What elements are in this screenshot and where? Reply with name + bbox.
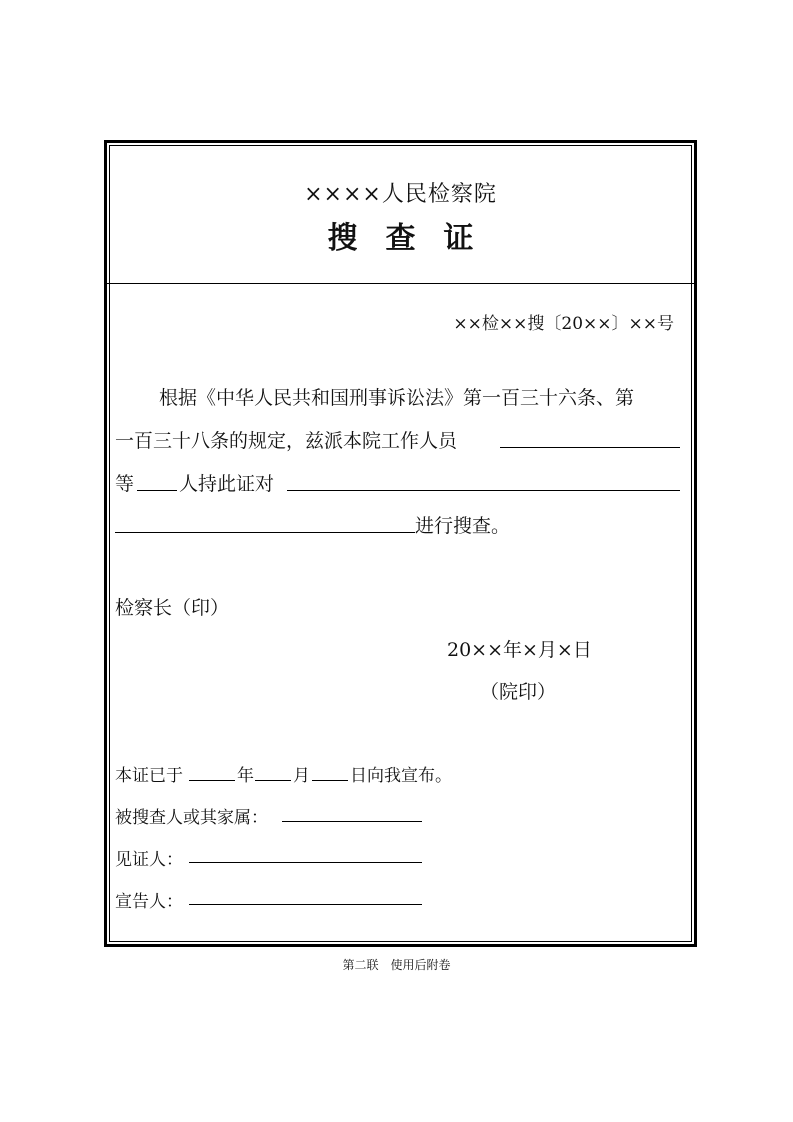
announce-year-blank[interactable] [189, 780, 235, 781]
chief-prosecutor-seal: 检察长（印） [115, 597, 230, 619]
searched-person-label: 被搜查人或其家属： [115, 808, 268, 828]
staff-count-blank[interactable] [137, 490, 177, 491]
body-line-3-prefix: 等 [115, 473, 135, 495]
body-line-2: 一百三十八条的规定，兹派本院工作人员 [115, 430, 458, 452]
document-title: 搜查证 [327, 221, 502, 256]
announce-month-blank[interactable] [255, 780, 291, 781]
form-header [107, 143, 694, 284]
announcement-suffix: 日向我宣布。 [350, 766, 452, 786]
search-warrant-form [104, 140, 697, 947]
copy-note: 第二联 使用后附卷 [342, 958, 451, 972]
court-seal: （院印） [480, 681, 557, 703]
search-target-blank-1[interactable] [287, 490, 680, 491]
searched-person-signature-field[interactable] [282, 821, 422, 822]
body-line-4: 进行搜查。 [415, 515, 511, 537]
issue-date: 20××年×月×日 [447, 639, 592, 661]
announcement-prefix: 本证已于 [115, 766, 183, 786]
announcer-label: 宣告人： [115, 892, 183, 912]
announcement-month: 月 [293, 766, 310, 786]
announcement-year: 年 [237, 766, 254, 786]
announce-day-blank[interactable] [312, 780, 348, 781]
search-target-blank-2[interactable] [115, 532, 415, 533]
staff-names-blank[interactable] [500, 447, 680, 448]
court-name: ××××人民检察院 [304, 182, 497, 207]
announcer-signature-field[interactable] [189, 904, 422, 905]
body-line-1: 根据《中华人民共和国刑事诉讼法》第一百三十六条、第 [159, 387, 635, 409]
body-line-3-text: 人持此证对 [179, 473, 275, 495]
document-number: ××检××搜〔20××〕××号 [453, 314, 674, 334]
witness-label: 见证人： [115, 850, 183, 870]
witness-signature-field[interactable] [189, 862, 422, 863]
